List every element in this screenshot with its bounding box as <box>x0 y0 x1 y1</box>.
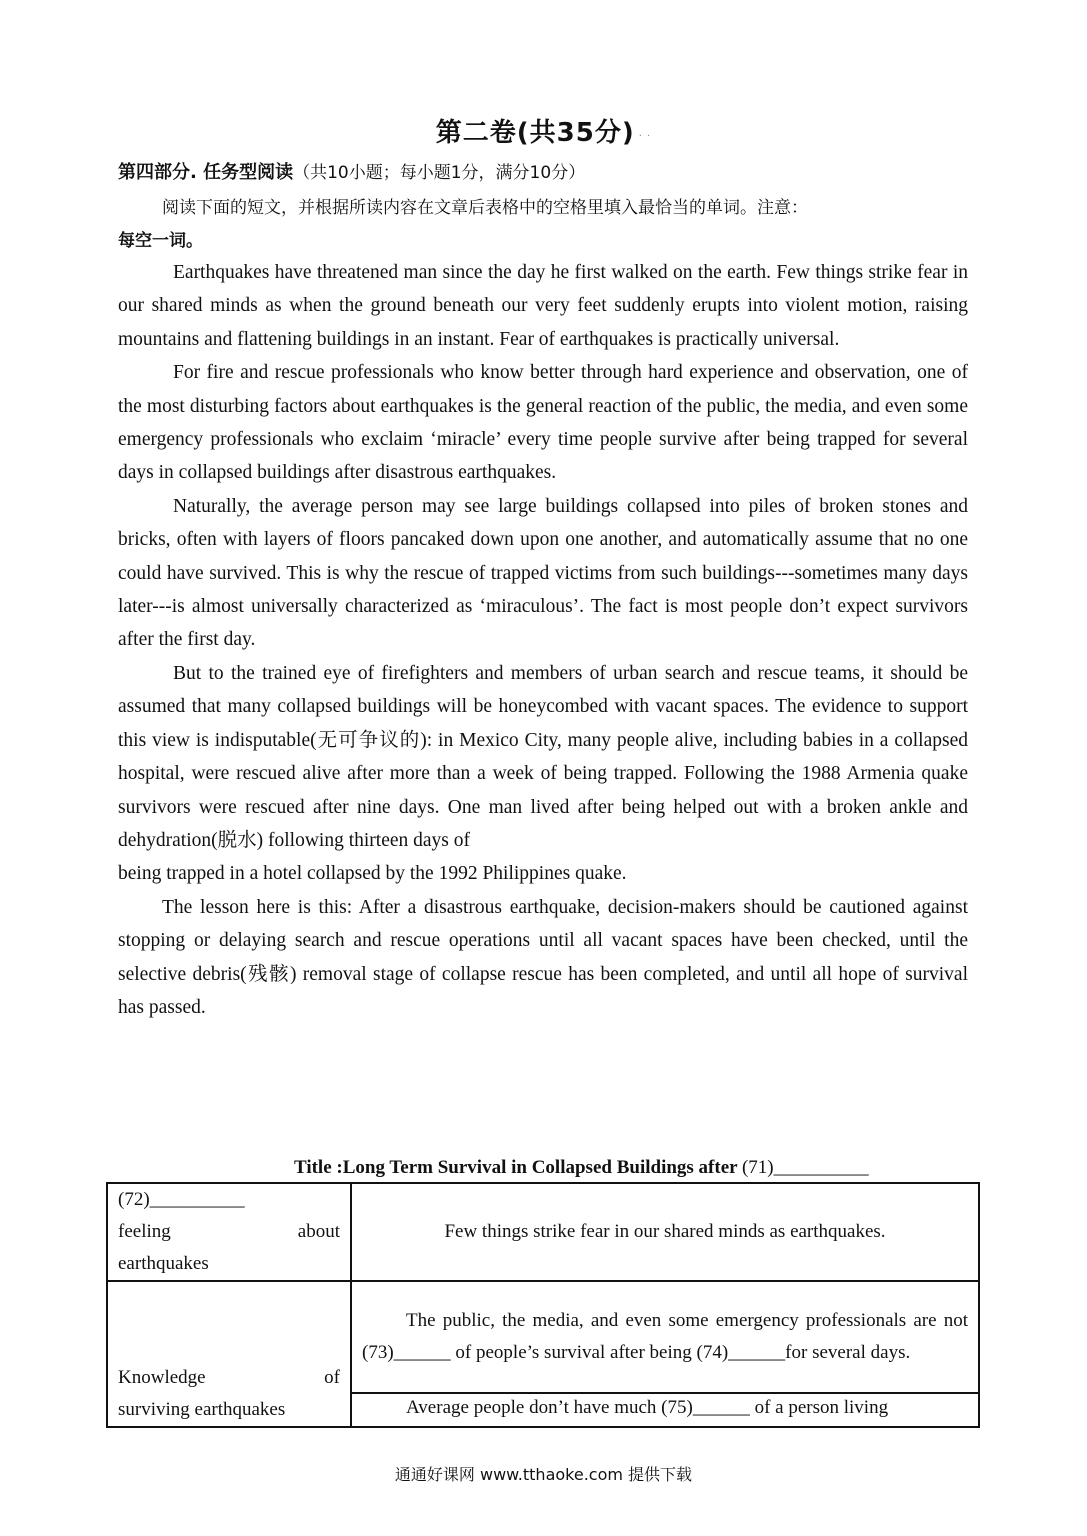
part-label: 第四部分. 任务型阅读 <box>118 162 294 183</box>
blank-72: (72)__________ <box>118 1189 245 1210</box>
row2-left-cell <box>107 1281 351 1427</box>
page-footer: 通通好课网 www.tthaoke.com 提供下载 <box>394 1465 693 1484</box>
section-title-text: 第二卷(共35分) <box>435 118 635 148</box>
section-title <box>0 112 1087 149</box>
reading-passage <box>118 256 968 1024</box>
row1-right-cell: Few things strike fear in our shared minds as earthquakes. <box>351 1183 979 1281</box>
blank-71: (71)__________ <box>741 1157 869 1178</box>
row1-left-word: about <box>297 1221 340 1242</box>
row2-left-line <box>118 1362 340 1394</box>
title-dots: . . <box>638 128 652 139</box>
table-title <box>294 1157 869 1179</box>
row1-left-line <box>118 1216 340 1248</box>
table-row <box>107 1183 979 1281</box>
part-heading <box>118 158 585 184</box>
summary-table <box>106 1182 980 1428</box>
row2-left-line-2: surviving earthquakes <box>118 1399 286 1420</box>
passage-paragraph: Naturally, the average person may see large buildings collapsed into piles of broken stones and bricks, often with layers of floors pancaked down upon one another, and automatically assume that no one could have survived. This is why the rescue of trapped victims from such buildings---sometimes many days later---is almost universally characterized as ‘miraculous’. The fact is most people don’t expect survivors after the first day. <box>118 495 968 651</box>
table-row <box>107 1281 979 1393</box>
instructions-line-2: 每空一词。 <box>118 231 203 251</box>
row1-left-word: earthquakes <box>118 1253 209 1274</box>
part-note: （共10小题；每小题1分，满分10分） <box>293 163 586 183</box>
row1-left-cell <box>107 1183 351 1281</box>
passage-paragraph: For fire and rescue professionals who know better through hard experience and observation, one of the most disturbing factors about earthquakes is the general reaction of the public, the media, and even some emergency professionals who exclaim ‘miracle’ every time people survive after being trapped for several days in collapsed buildings after disastrous earthquakes. <box>118 362 968 484</box>
row2-right-cell-b: Average people don’t have much (75)______ of a person living <box>351 1393 979 1427</box>
passage-paragraph: Earthquakes have threatened man since the day he first walked on the earth. Few things strike fear in our shared minds as when the ground beneath our very feet suddenly erupts into violent motion, raising mountains and flattening buildings in an instant. Fear of earthquakes is practically universal. <box>118 262 968 350</box>
table-title-text: Title :Long Term Survival in Collapsed Buildings after <box>294 1157 738 1178</box>
row2-right-cell-a: The public, the media, and even some emergency professionals are not (73)______ of people’s survival after being (74)______for several days. <box>351 1281 979 1393</box>
instructions-line-1: 阅读下面的短文，并根据所读内容在文章后表格中的空格里填入最恰当的单词。注意： <box>162 198 808 218</box>
instructions <box>118 192 968 258</box>
row1-left-word: feeling <box>118 1221 171 1242</box>
row2-left-word: Knowledge <box>118 1367 206 1388</box>
passage-paragraph-lesson: The lesson here is this: After a disastrous earthquake, decision-makers should be cautioned against stopping or delaying search and rescue operations until all vacant spaces have been checked, until the selective debris(残骸) removal stage of collapse rescue has been completed, and until all hope of survival has passed. <box>118 896 968 1018</box>
passage-paragraph: But to the trained eye of firefighters and members of urban search and rescue teams, it should be assumed that many collapsed buildings will be honeycombed with vacant spaces. The evidence to support this view is indisputable(无可争议的): in Mexico City, many people alive, including babies in a collapsed hospital, were rescued alive after more than a week of being trapped. Following the 1988 Armenia quake survivors were rescued after nine days. One man lived after being helped out with a broken ankle and dehydration(脱水) following thirteen days of <box>118 662 968 851</box>
passage-paragraph-tail: being trapped in a hotel collapsed by the 1992 Philippines quake. <box>118 863 627 885</box>
row2-left-word: of <box>324 1367 340 1388</box>
